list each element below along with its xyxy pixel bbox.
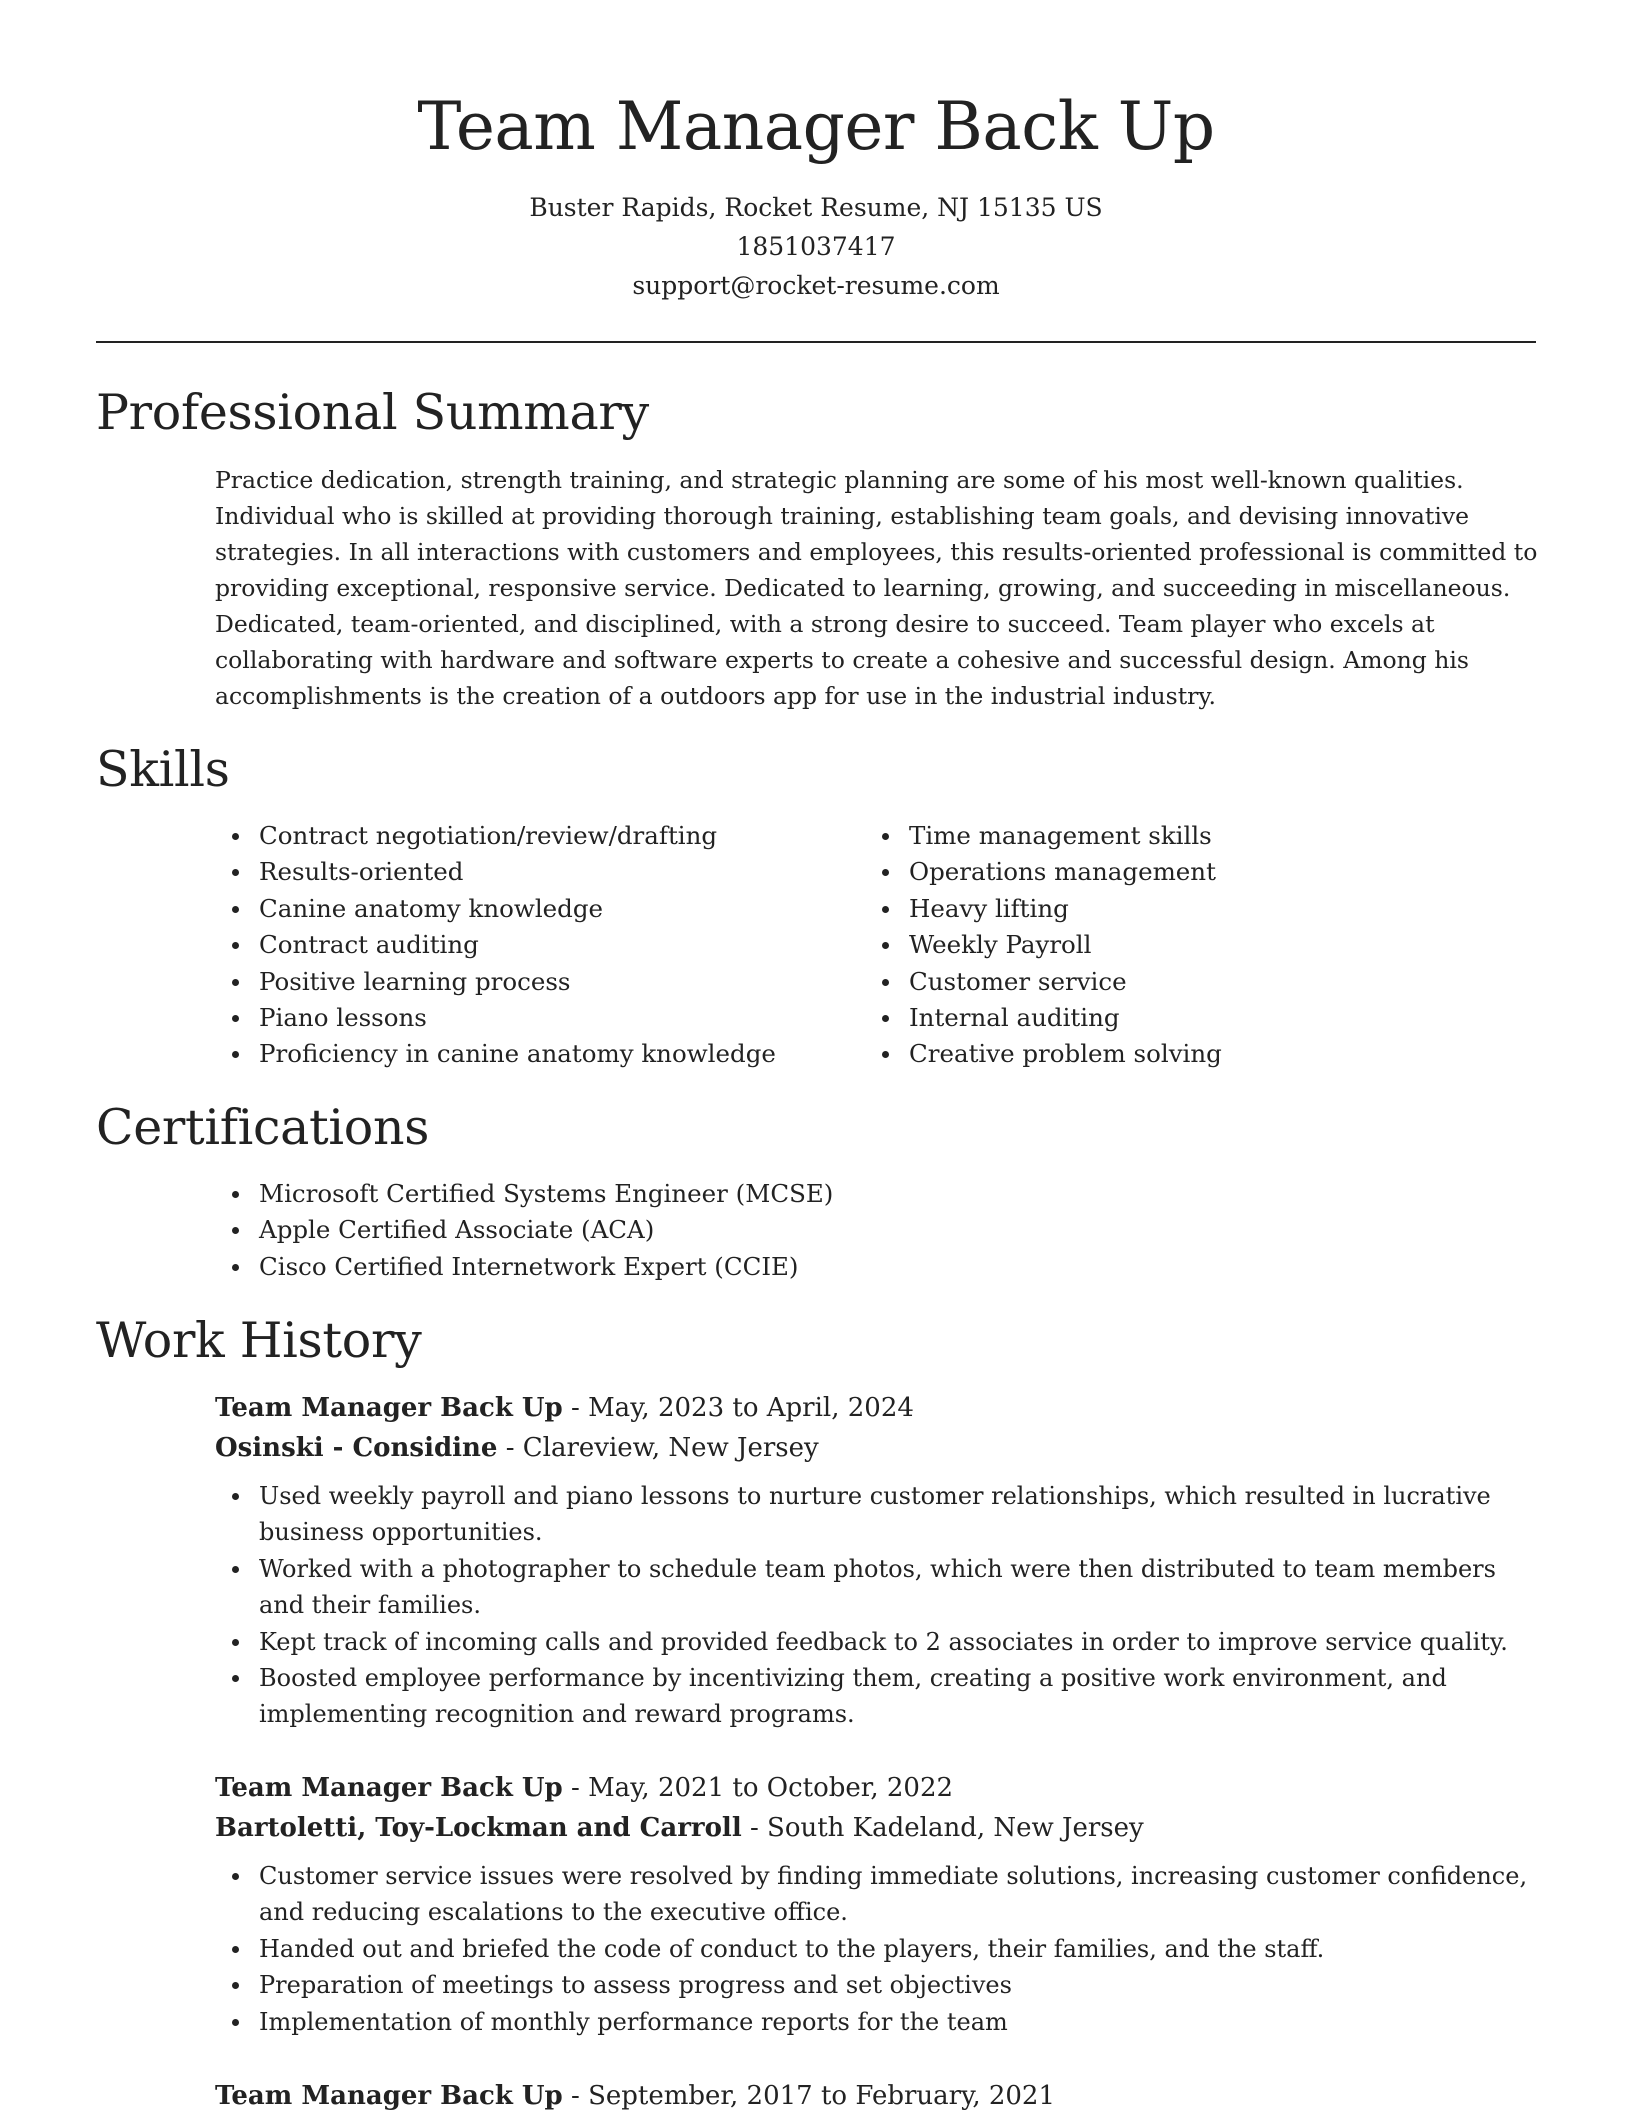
job-duty: Customer service issues were resolved by finding immediate solutions, increasing customer confidence, and reducing escalations to the executive office.	[215, 1858, 1545, 1931]
certification-item: Apple Certified Associate (ACA)	[215, 1212, 833, 1248]
job-duty: Implementation of monthly performance reports for the team	[215, 2004, 1545, 2040]
certifications-heading: Certifications	[96, 1099, 430, 1156]
skill-item: Results-oriented	[215, 854, 776, 890]
skill-item: Proficiency in canine anatomy knowledge	[215, 1036, 776, 1072]
job-duty: Boosted employee performance by incentivizing them, creating a positive work environment, and implementing recognition and reward programs.	[215, 1660, 1545, 1733]
certification-item: Cisco Certified Internetwork Expert (CCIE)	[215, 1249, 833, 1285]
job-company-line	[215, 1808, 1545, 1848]
address: Buster Rapids, Rocket Resume, NJ 15135 US	[529, 193, 1103, 222]
certification-item: Microsoft Certified Systems Engineer (MCSE)	[215, 1176, 833, 1212]
job-dates: - May, 2023 to April, 2024	[562, 1393, 914, 1423]
job-title-line	[215, 1768, 1545, 1808]
job-company-line	[215, 1428, 1545, 1468]
skills-list-right	[865, 818, 1222, 1073]
job-location: - South Kadeland, New Jersey	[741, 1813, 1144, 1843]
job-entry	[215, 2076, 1545, 2112]
skill-item: Creative problem solving	[865, 1036, 1222, 1072]
email-address: support@rocket-resume.com	[632, 271, 1000, 300]
phone-number: 1851037417	[736, 232, 896, 261]
job-location: - Clareview, New Jersey	[497, 1433, 819, 1463]
job-dates: - September, 2017 to February, 2021	[562, 2081, 1056, 2111]
job-entry	[215, 1768, 1545, 2040]
resume-header	[0, 0, 1632, 305]
skill-item: Time management skills	[865, 818, 1222, 854]
skill-item: Internal auditing	[865, 1000, 1222, 1036]
certifications-list	[215, 1176, 833, 1285]
job-title-line	[215, 1388, 1545, 1428]
job-title-line	[215, 2076, 1545, 2112]
contact-info	[0, 188, 1632, 305]
job-duty: Preparation of meetings to assess progress and set objectives	[215, 1967, 1545, 2003]
skill-item: Contract negotiation/review/drafting	[215, 818, 776, 854]
company-name: Osinski - Considine	[215, 1433, 498, 1463]
skill-item: Contract auditing	[215, 927, 776, 963]
company-name: Bartoletti, Toy-Lockman and Carroll	[215, 1813, 742, 1843]
skills-heading: Skills	[96, 741, 230, 798]
job-duties-list	[215, 1858, 1545, 2040]
job-duties-list	[215, 1478, 1545, 1733]
skills-list-left	[215, 818, 776, 1073]
job-title: Team Manager Back Up	[215, 2081, 563, 2111]
summary-heading: Professional Summary	[96, 384, 649, 441]
summary-text: Practice dedication, strength training, and strategic planning are some of his most well-known qualities. Individual who is skilled at providing thorough training, establishing team goals, and devising innovative strategies. In all interactions with customers and employees, this results-oriented professional is committed to providing exceptional, responsive service. Dedicated to learning, growing, and succeeding in miscellaneous. Dedicated, team-oriented, and disciplined, with a strong desire to succeed. Team player who excels at collaborating with hardware and software experts to create a cohesive and successful design. Among his accomplishments is the creation of a outdoors app for use in the industrial industry.	[215, 466, 1538, 710]
skill-item: Customer service	[865, 964, 1222, 1000]
skill-item: Piano lessons	[215, 1000, 776, 1036]
job-duty: Handed out and briefed the code of conduct to the players, their families, and the staff.	[215, 1931, 1545, 1967]
job-dates: - May, 2021 to October, 2022	[562, 1773, 954, 1803]
skill-item: Positive learning process	[215, 964, 776, 1000]
candidate-name: Team Manager Back Up	[417, 88, 1215, 165]
job-title: Team Manager Back Up	[215, 1773, 563, 1803]
header-divider	[96, 341, 1536, 343]
job-duty: Kept track of incoming calls and provided feedback to 2 associates in order to improve service quality.	[215, 1624, 1545, 1660]
skill-item: Weekly Payroll	[865, 927, 1222, 963]
job-duty: Used weekly payroll and piano lessons to nurture customer relationships, which resulted in lucrative business opportunities.	[215, 1478, 1545, 1551]
job-duty: Worked with a photographer to schedule team photos, which were then distributed to team members and their families.	[215, 1551, 1545, 1624]
skill-item: Heavy lifting	[865, 891, 1222, 927]
work-history-heading: Work History	[96, 1312, 422, 1369]
job-entry	[215, 1388, 1545, 1733]
job-title: Team Manager Back Up	[215, 1393, 563, 1423]
skill-item: Operations management	[865, 854, 1222, 890]
skill-item: Canine anatomy knowledge	[215, 891, 776, 927]
